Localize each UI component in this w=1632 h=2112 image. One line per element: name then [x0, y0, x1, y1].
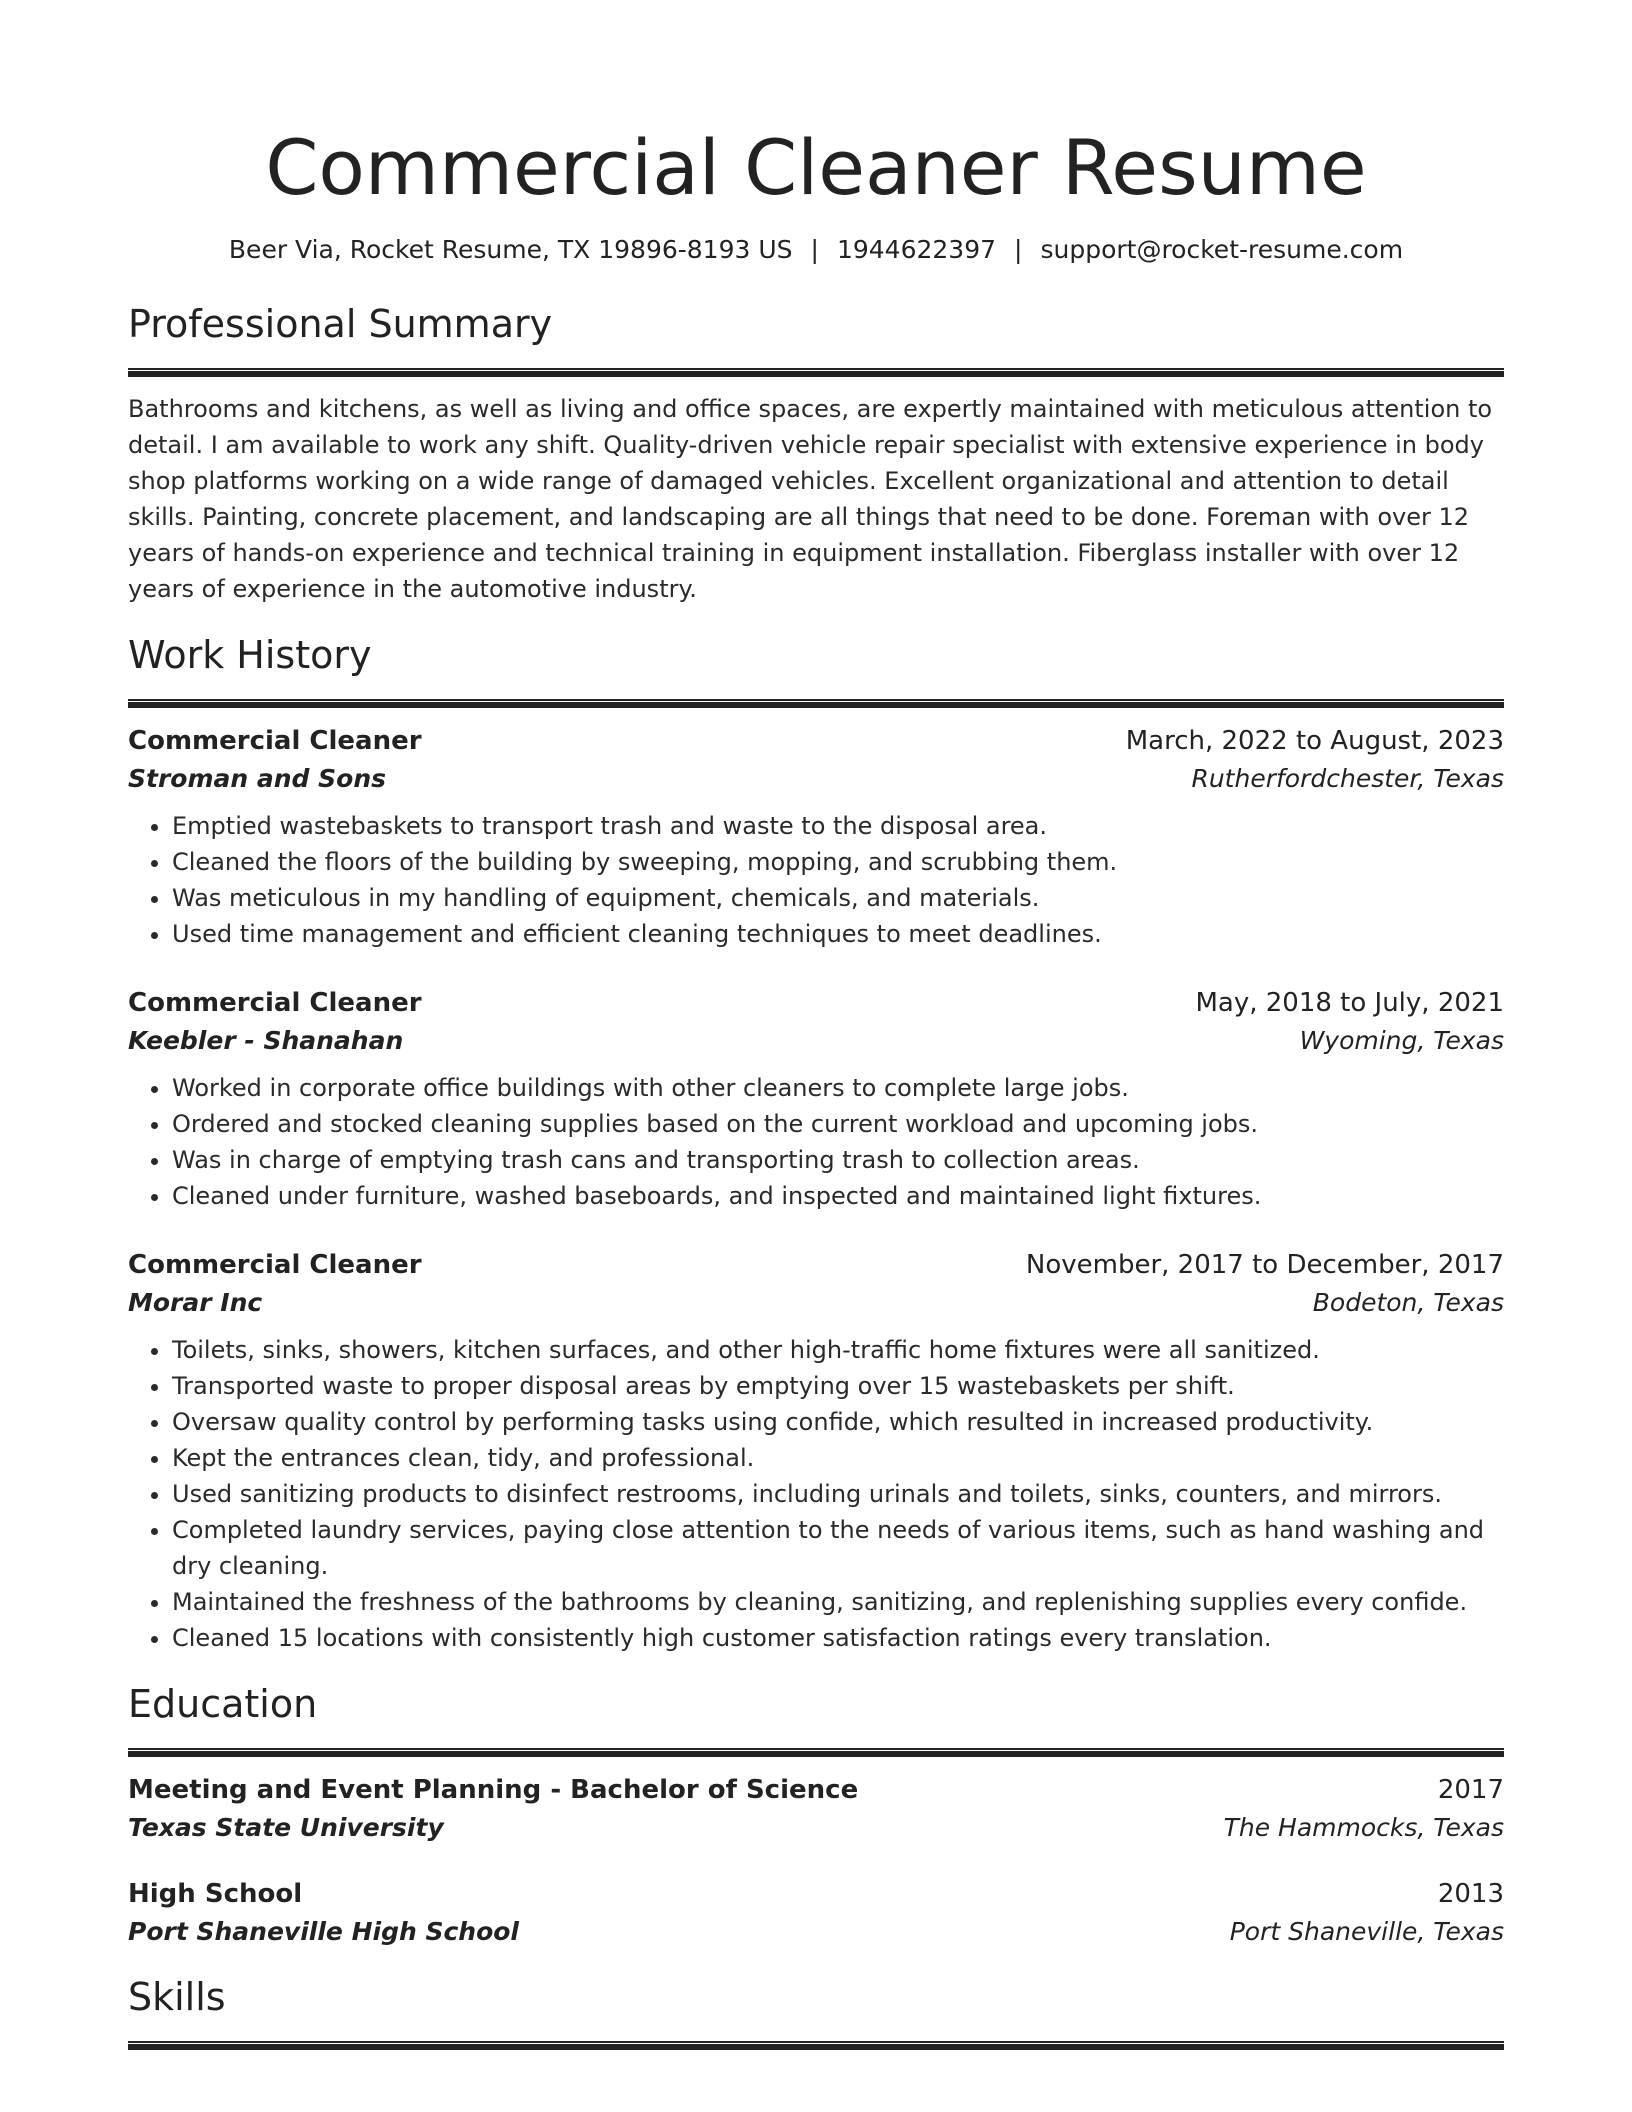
- list-item: • Used sanitizing products to disinfect restrooms, including urinals and toilets, sinks, counters, and mirrors.: [172, 1476, 1504, 1512]
- job-location: Rutherfordchester, Texas: [1191, 764, 1504, 793]
- job-title: Commercial Cleaner: [128, 1250, 422, 1280]
- education-header: [128, 1771, 1504, 1809]
- education-year: 2017: [1437, 1775, 1504, 1805]
- list-item: • Maintained the freshness of the bathrooms by cleaning, sanitizing, and replenishing supplies every confide.: [172, 1584, 1504, 1620]
- job-dates: March, 2022 to August, 2023: [1125, 726, 1504, 756]
- education-school: Port Shaneville High School: [128, 1917, 520, 1946]
- list-item: • Used time management and efficient cleaning techniques to meet deadlines.: [172, 916, 1504, 952]
- job-dates: November, 2017 to December, 2017: [1025, 1250, 1504, 1280]
- summary-section: [128, 300, 1504, 607]
- section-divider: [128, 368, 1504, 377]
- education-section: [128, 1680, 1504, 1951]
- education-header: [128, 1875, 1504, 1913]
- job-entry: [128, 1246, 1504, 1656]
- list-item: • Emptied wastebaskets to transport trash and waste to the disposal area.: [172, 808, 1504, 844]
- job-location: Bodeton, Texas: [1312, 1288, 1504, 1317]
- section-divider: [128, 1748, 1504, 1757]
- job-bullets: [128, 1332, 1504, 1656]
- education-subheader: [128, 1809, 1504, 1847]
- job-bullets: [128, 808, 1504, 952]
- section-title-work: Work History: [128, 633, 372, 677]
- job-dates: May, 2018 to July, 2021: [1195, 988, 1504, 1018]
- job-company: Stroman and Sons: [128, 764, 387, 793]
- education-year: 2013: [1437, 1879, 1504, 1909]
- section-divider: [128, 699, 1504, 708]
- job-company: Keebler - Shanahan: [128, 1026, 404, 1055]
- work-section: [128, 631, 1504, 1656]
- list-item: • Was meticulous in my handling of equipment, chemicals, and materials.: [172, 880, 1504, 916]
- list-item: • Completed laundry services, paying close attention to the needs of various items, such as hand washing and dry cleaning.: [172, 1512, 1504, 1584]
- list-item: • Oversaw quality control by performing tasks using confide, which resulted in increased productivity.: [172, 1404, 1504, 1440]
- education-degree: High School: [128, 1879, 303, 1909]
- job-company: Morar Inc: [128, 1288, 263, 1317]
- contact-address: Beer Via, Rocket Resume, TX 19896-8193 US: [228, 235, 793, 264]
- list-item: • Ordered and stocked cleaning supplies based on the current workload and upcoming jobs.: [172, 1106, 1504, 1142]
- section-title-skills: Skills: [128, 1975, 226, 2019]
- list-item: • Cleaned under furniture, washed baseboards, and inspected and maintained light fixtures.: [172, 1178, 1504, 1214]
- list-item: • Transported waste to proper disposal areas by emptying over 15 wastebaskets per shift.: [172, 1368, 1504, 1404]
- resume-title: Commercial Cleaner Resume: [265, 123, 1367, 212]
- job-bullets: [128, 1070, 1504, 1214]
- job-header: [128, 984, 1504, 1022]
- job-header: [128, 722, 1504, 760]
- education-entry: [128, 1771, 1504, 1847]
- job-header: [128, 1246, 1504, 1284]
- job-subheader: [128, 760, 1504, 798]
- list-item: • Kept the entrances clean, tidy, and professional.: [172, 1440, 1504, 1476]
- list-item: • Toilets, sinks, showers, kitchen surfaces, and other high-traffic home fixtures were all sanitized.: [172, 1332, 1504, 1368]
- job-entry: [128, 722, 1504, 952]
- section-divider: [128, 2041, 1504, 2050]
- job-location: Wyoming, Texas: [1299, 1026, 1504, 1055]
- list-item: • Cleaned 15 locations with consistently high customer satisfaction ratings every translation.: [172, 1620, 1504, 1656]
- education-school: Texas State University: [128, 1813, 444, 1842]
- contact-email: support@rocket-resume.com: [1040, 235, 1404, 264]
- job-subheader: [128, 1284, 1504, 1322]
- section-title-summary: Professional Summary: [128, 302, 553, 346]
- list-item: • Cleaned the floors of the building by sweeping, mopping, and scrubbing them.: [172, 844, 1504, 880]
- job-subheader: [128, 1022, 1504, 1060]
- education-location: The Hammocks, Texas: [1223, 1813, 1504, 1842]
- education-degree: Meeting and Event Planning - Bachelor of Science: [128, 1775, 859, 1805]
- list-item: • Worked in corporate office buildings with other cleaners to complete large jobs.: [172, 1070, 1504, 1106]
- education-subheader: [128, 1913, 1504, 1951]
- job-title: Commercial Cleaner: [128, 988, 422, 1018]
- list-item: • Was in charge of emptying trash cans and transporting trash to collection areas.: [172, 1142, 1504, 1178]
- section-title-education: Education: [128, 1682, 318, 1726]
- education-entry: [128, 1875, 1504, 1951]
- contact-separator: |: [1014, 235, 1023, 264]
- job-title: Commercial Cleaner: [128, 726, 422, 756]
- skills-section: [128, 1973, 1504, 2050]
- contact-phone: 1944622397: [836, 235, 997, 264]
- contact-separator: |: [810, 235, 819, 264]
- summary-text: Bathrooms and kitchens, as well as living and office spaces, are expertly maintained with meticulous attention to detail. I am available to work any shift. Quality-driven vehicle repair specialist with extensive experience in body shop platforms working on a wide range of damaged vehicles. Excellent organizational and attention to detail skills. Painting, concrete placement, and landscaping are all things that need to be done. Foreman with over 12 years of hands-on experience and technical training in equipment installation. Fiberglass installer with over 12 years of experience in the automotive industry.: [128, 395, 1493, 603]
- contact-line: [128, 234, 1504, 266]
- job-entry: [128, 984, 1504, 1214]
- education-location: Port Shaneville, Texas: [1229, 1917, 1504, 1946]
